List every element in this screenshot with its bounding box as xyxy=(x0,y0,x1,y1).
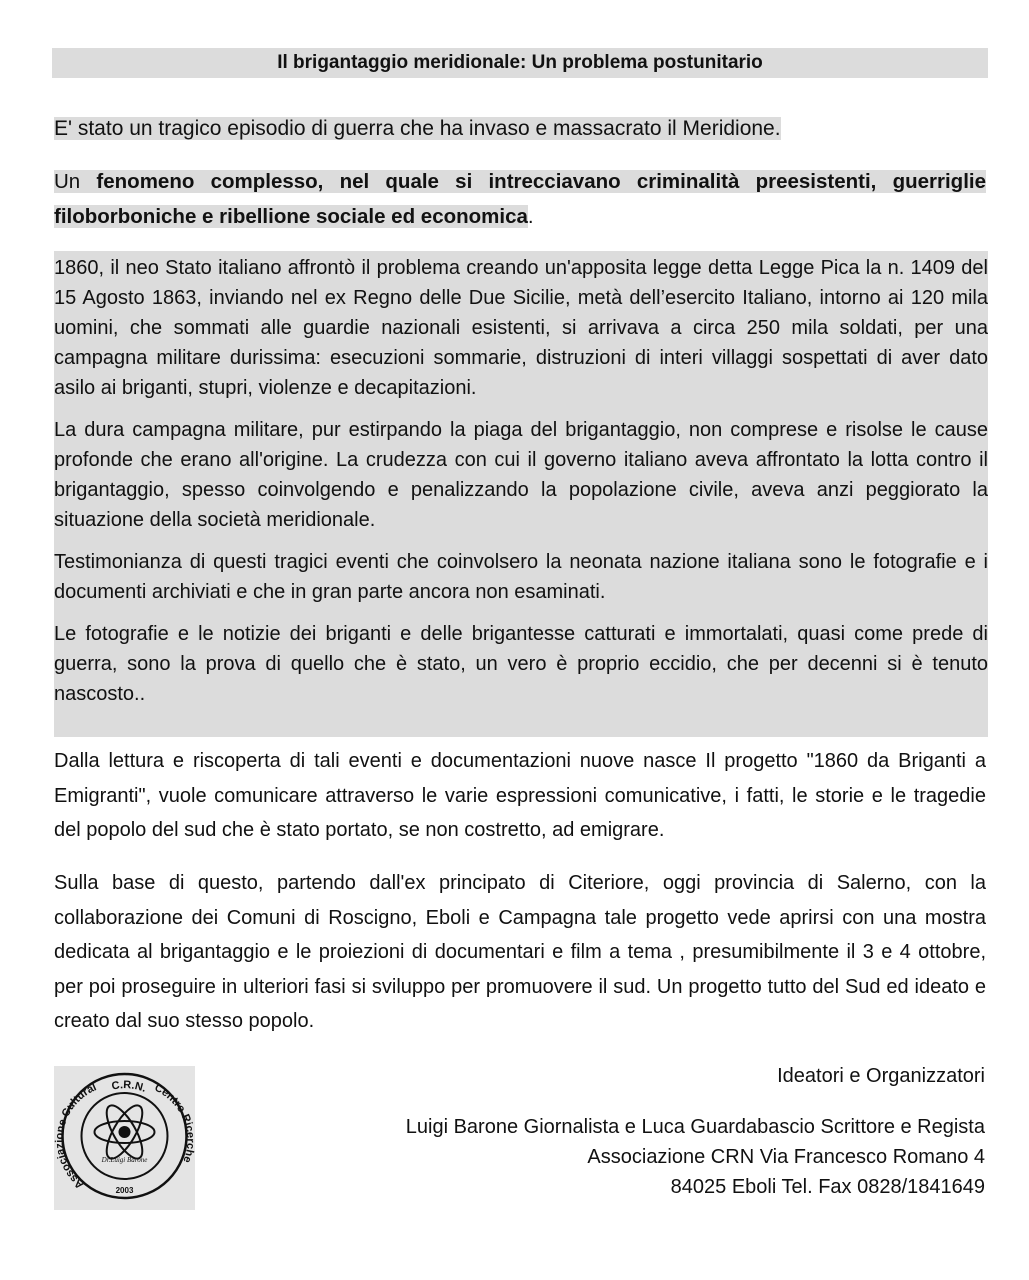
credits-authors: Luigi Barone Giornalista e Luca Guardabascio Scrittore e Regista xyxy=(405,1116,985,1138)
phenomenon-paragraph xyxy=(54,164,986,234)
phenomenon-highlight xyxy=(54,170,986,228)
paragraph-fotografie: Le fotografie e le notizie dei briganti e delle brigantesse catturati e immortalati, quasi come prede di guerra, sono la prova di quello che è stato, un vero è proprio eccidio, che per decenni si è tenuto nascosto.. xyxy=(54,623,988,705)
svg-text:Centro Ricerche xyxy=(153,1082,195,1164)
credits-block xyxy=(285,1112,985,1202)
svg-text:Associazione Culturale xyxy=(54,1066,98,1191)
logo-ring-left: Associazione Cultural xyxy=(54,1081,99,1191)
project-paragraph: Dalla lettura e riscoperta di tali eventi e documentazioni nuove nasce Il progetto "1860 da Briganti a Emigranti", vuole comunicare attraverso le varie espressioni comunicative, i fatti, le storie e le tragedie del popolo del sud che è stato portato, se non costretto, ad emigrare. xyxy=(54,750,986,841)
document-title: Il brigantaggio meridionale: Un problema postunitario xyxy=(52,48,988,78)
logo-year: 2003 xyxy=(115,1186,134,1195)
logo-ring-right: Centro Ric he xyxy=(152,1081,195,1165)
paragraph-legge-pica: 1860, il neo Stato italiano affrontò il problema creando un'apposita legge detta Legge Pica la n. 1409 del 15 Agosto 1863, inviando nel ex Regno delle Due Sicilie, metà dell’esercito Italiano, intorno ai 120 mila uomini, che sommati alle guardie nazionali esistenti, si arrivava a circa 250 mila soldati, per una campagna militare durissima: esecuzioni sommarie, distruzioni di interi villaggi sospettati di aver dato asilo ai briganti, stupri, violenze e decapitazioni. xyxy=(54,257,988,399)
credits-phone: 84025 Eboli Tel. Fax 0828/1841649 xyxy=(670,1176,985,1198)
logo-ring-top: C.R.N. xyxy=(110,1079,148,1095)
intro-text: E' stato un tragico episodio di guerra che ha invaso e massacrato il Meridione. xyxy=(54,117,781,140)
credits-heading: Ideatori e Organizzatori xyxy=(777,1065,985,1087)
credits-address: Associazione CRN Via Francesco Romano 4 xyxy=(587,1146,985,1168)
paragraph-testimonianza: Testimonianza di questi tragici eventi che coinvolsero la neonata nazione italiana sono le fotografie e i documenti archiviati e che in gran parte ancora non esaminati. xyxy=(54,551,988,603)
phenomenon-bold: fenomeno complesso, nel quale si intrecciavano criminalità preesistenti, guerriglie filoborboniche e ribellione sociale ed economica xyxy=(54,170,986,228)
logo-signature: Dr.Luigi Barone xyxy=(101,1156,148,1164)
atom-seal-icon xyxy=(54,1066,195,1210)
association-logo xyxy=(54,1066,195,1210)
highlighted-section xyxy=(54,251,988,737)
event-paragraph: Sulla base di questo, partendo dall'ex principato di Citeriore, oggi provincia di Salerno, con la collaborazione dei Comuni di Roscigno, Eboli e Campagna tale progetto vede aprirsi con una mostra dedicata al brigantaggio e le proiezioni di documentari e film a tema , presumibilmente il 3 e 4 ottobre, per poi proseguire in ulteriori fasi si sviluppo per promuovere il sud. Un progetto tutto del Sud ed ideato e creato dal suo stesso popolo. xyxy=(54,872,986,1032)
phenomenon-lead: Un xyxy=(54,170,97,193)
intro-paragraph xyxy=(54,114,994,144)
paragraph-campagna-militare: La dura campagna militare, pur estirpando la piaga del brigantaggio, non comprese e risolse le cause profonde che erano all'origine. La crudezza con cui il governo italiano aveva affrontato la lotta contro il brigantaggio, spesso coinvolgendo e penalizzando la popolazione civile, aveva anzi peggiorato la situazione della società meridionale. xyxy=(54,419,988,531)
phenomenon-tail: . xyxy=(527,205,534,228)
